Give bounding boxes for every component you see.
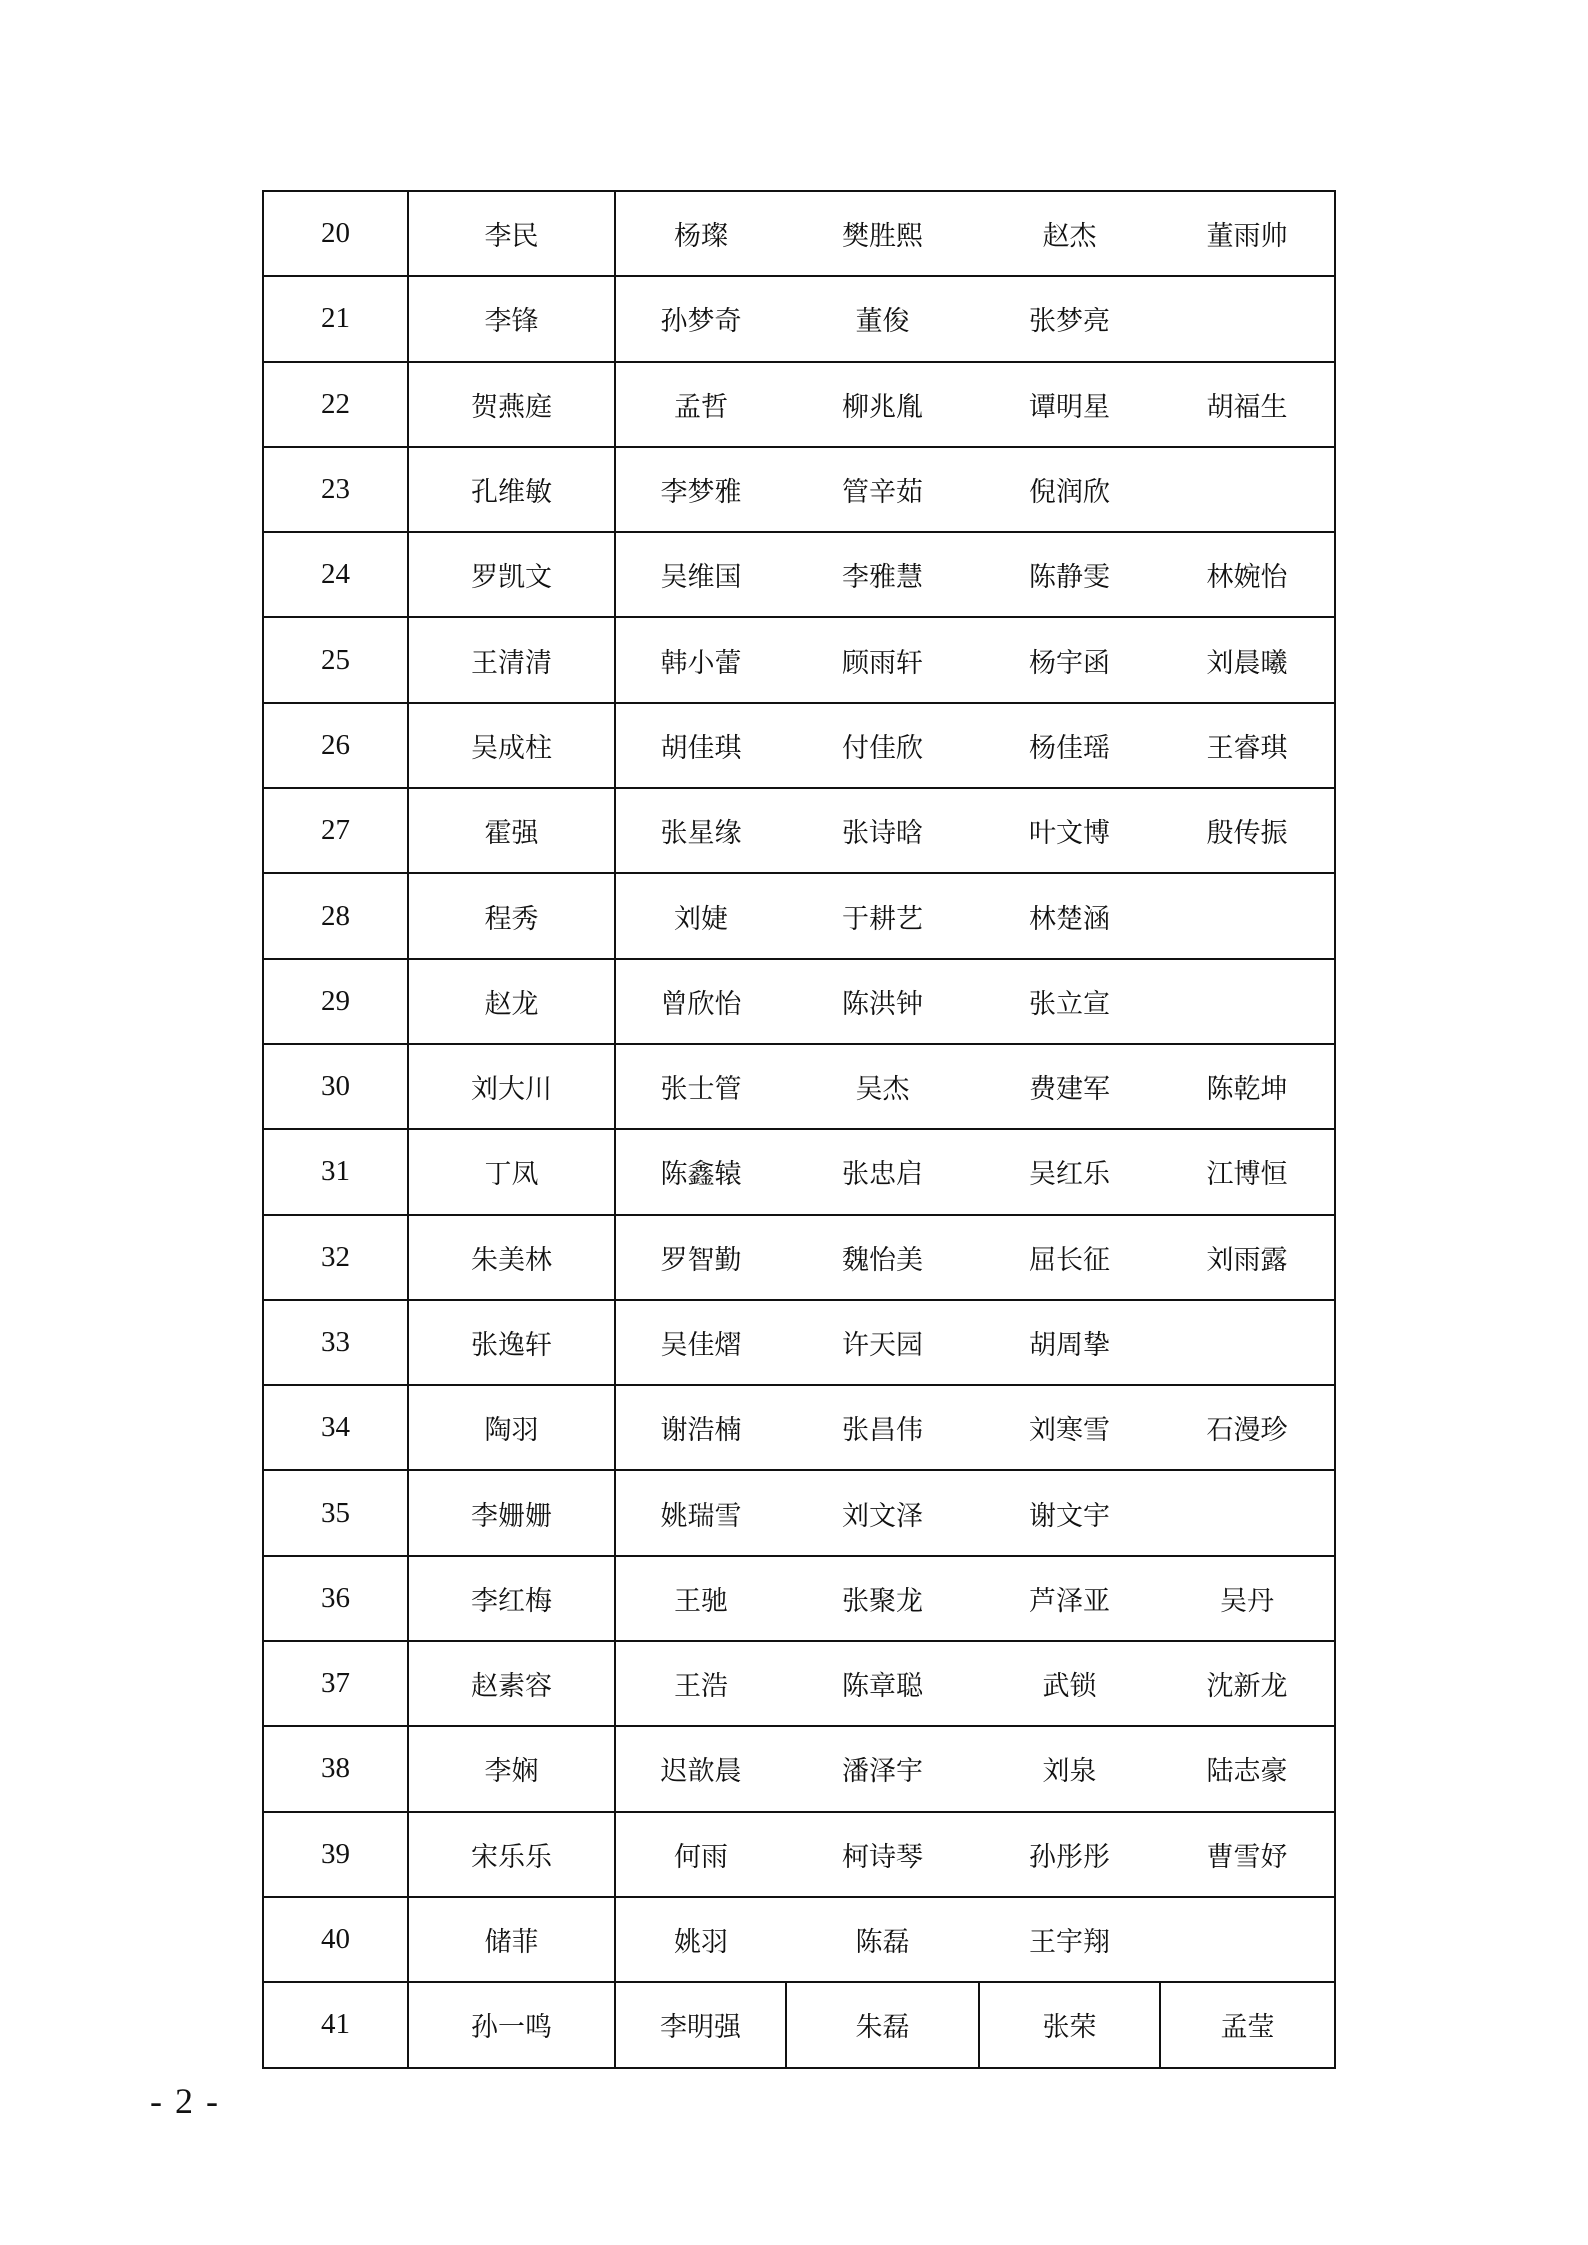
member-name-cell: 张立宣 [979, 959, 1160, 1044]
member-name-cell: 陈章聪 [786, 1641, 979, 1726]
leader-name-cell: 李锋 [408, 276, 615, 361]
member-name-cell: 胡福生 [1160, 362, 1335, 447]
member-name-cell: 孙梦奇 [615, 276, 786, 361]
leader-name-cell: 储菲 [408, 1897, 615, 1982]
group-number-cell: 37 [263, 1641, 408, 1726]
table-row [263, 873, 1335, 958]
member-name-cell: 朱磊 [786, 1982, 979, 2067]
member-name-cell: 王浩 [615, 1641, 786, 1726]
member-name-cell: 管辛茹 [786, 447, 979, 532]
group-number-cell: 41 [263, 1982, 408, 2067]
roster-body [263, 191, 1335, 2068]
group-number-cell: 27 [263, 788, 408, 873]
member-name-cell: 陈磊 [786, 1897, 979, 1982]
table-row [263, 362, 1335, 447]
table-row [263, 959, 1335, 1044]
member-name-cell: 倪润欣 [979, 447, 1160, 532]
member-name-cell: 李梦雅 [615, 447, 786, 532]
member-name-cell: 何雨 [615, 1812, 786, 1897]
member-name-cell: 付佳欣 [786, 703, 979, 788]
member-name-cell: 屈长征 [979, 1215, 1160, 1300]
leader-name-cell: 李娴 [408, 1726, 615, 1811]
member-name-cell: 王宇翔 [979, 1897, 1160, 1982]
member-name-cell: 孙彤彤 [979, 1812, 1160, 1897]
member-name-cell: 张聚龙 [786, 1556, 979, 1641]
member-name-cell: 潘泽宇 [786, 1726, 979, 1811]
member-name-cell: 樊胜熙 [786, 191, 979, 276]
member-name-cell: 沈新龙 [1160, 1641, 1335, 1726]
member-name-cell: 张士管 [615, 1044, 786, 1129]
table-row [263, 1556, 1335, 1641]
group-number-cell: 39 [263, 1812, 408, 1897]
member-name-cell: 刘泉 [979, 1726, 1160, 1811]
member-name-cell: 许天园 [786, 1300, 979, 1385]
leader-name-cell: 王清清 [408, 617, 615, 702]
group-number-cell: 34 [263, 1385, 408, 1470]
member-name-cell: 刘雨露 [1160, 1215, 1335, 1300]
member-name-cell: 迟歆晨 [615, 1726, 786, 1811]
leader-name-cell: 霍强 [408, 788, 615, 873]
table-row [263, 1726, 1335, 1811]
member-name-cell [1160, 1470, 1335, 1555]
member-name-cell: 张荣 [979, 1982, 1160, 2067]
group-number-cell: 24 [263, 532, 408, 617]
leader-name-cell: 罗凯文 [408, 532, 615, 617]
member-name-cell: 王睿琪 [1160, 703, 1335, 788]
group-number-cell: 25 [263, 617, 408, 702]
member-name-cell: 刘婕 [615, 873, 786, 958]
leader-name-cell: 孔维敏 [408, 447, 615, 532]
member-name-cell: 李明强 [615, 1982, 786, 2067]
leader-name-cell: 李民 [408, 191, 615, 276]
member-name-cell: 谭明星 [979, 362, 1160, 447]
table-row [263, 1385, 1335, 1470]
member-name-cell: 杨宇函 [979, 617, 1160, 702]
member-name-cell: 陈静雯 [979, 532, 1160, 617]
member-name-cell: 张忠启 [786, 1129, 979, 1214]
member-name-cell: 张梦亮 [979, 276, 1160, 361]
member-name-cell: 曾欣怡 [615, 959, 786, 1044]
member-name-cell: 吴丹 [1160, 1556, 1335, 1641]
table-row [263, 191, 1335, 276]
member-name-cell: 刘晨曦 [1160, 617, 1335, 702]
member-name-cell: 陈鑫辕 [615, 1129, 786, 1214]
member-name-cell: 武锁 [979, 1641, 1160, 1726]
member-name-cell: 芦泽亚 [979, 1556, 1160, 1641]
group-number-cell: 35 [263, 1470, 408, 1555]
member-name-cell: 董雨帅 [1160, 191, 1335, 276]
member-name-cell [1160, 1300, 1335, 1385]
member-name-cell: 吴红乐 [979, 1129, 1160, 1214]
leader-name-cell: 张逸轩 [408, 1300, 615, 1385]
member-name-cell: 赵杰 [979, 191, 1160, 276]
member-name-cell: 林婉怡 [1160, 532, 1335, 617]
member-name-cell: 张星缘 [615, 788, 786, 873]
group-number-cell: 33 [263, 1300, 408, 1385]
member-name-cell [1160, 1897, 1335, 1982]
leader-name-cell: 贺燕庭 [408, 362, 615, 447]
member-name-cell: 姚瑞雪 [615, 1470, 786, 1555]
table-row [263, 1044, 1335, 1129]
member-name-cell: 杨璨 [615, 191, 786, 276]
table-row [263, 1300, 1335, 1385]
member-name-cell: 曹雪妤 [1160, 1812, 1335, 1897]
member-name-cell: 吴杰 [786, 1044, 979, 1129]
member-name-cell: 殷传振 [1160, 788, 1335, 873]
member-name-cell: 林楚涵 [979, 873, 1160, 958]
member-name-cell: 江博恒 [1160, 1129, 1335, 1214]
group-number-cell: 21 [263, 276, 408, 361]
group-number-cell: 30 [263, 1044, 408, 1129]
member-name-cell: 谢文宇 [979, 1470, 1160, 1555]
leader-name-cell: 程秀 [408, 873, 615, 958]
table-row [263, 1470, 1335, 1555]
table-row [263, 447, 1335, 532]
member-name-cell: 陆志豪 [1160, 1726, 1335, 1811]
member-name-cell: 吴佳熠 [615, 1300, 786, 1385]
member-name-cell: 魏怡美 [786, 1215, 979, 1300]
member-name-cell [1160, 447, 1335, 532]
table-row [263, 788, 1335, 873]
leader-name-cell: 宋乐乐 [408, 1812, 615, 1897]
leader-name-cell: 丁凤 [408, 1129, 615, 1214]
member-name-cell: 罗智勤 [615, 1215, 786, 1300]
member-name-cell: 胡周挚 [979, 1300, 1160, 1385]
member-name-cell: 陈洪钟 [786, 959, 979, 1044]
member-name-cell: 柳兆胤 [786, 362, 979, 447]
table-row [263, 1812, 1335, 1897]
member-name-cell: 姚羽 [615, 1897, 786, 1982]
leader-name-cell: 赵龙 [408, 959, 615, 1044]
member-name-cell: 刘文泽 [786, 1470, 979, 1555]
member-name-cell: 谢浩楠 [615, 1385, 786, 1470]
group-number-cell: 31 [263, 1129, 408, 1214]
member-name-cell: 顾雨轩 [786, 617, 979, 702]
table-row [263, 1897, 1335, 1982]
member-name-cell: 孟莹 [1160, 1982, 1335, 2067]
member-name-cell [1160, 873, 1335, 958]
member-name-cell: 费建军 [979, 1044, 1160, 1129]
member-name-cell: 张昌伟 [786, 1385, 979, 1470]
member-name-cell: 石漫珍 [1160, 1385, 1335, 1470]
member-name-cell [1160, 276, 1335, 361]
table-row [263, 276, 1335, 361]
member-name-cell: 孟哲 [615, 362, 786, 447]
group-number-cell: 38 [263, 1726, 408, 1811]
group-number-cell: 22 [263, 362, 408, 447]
group-number-cell: 28 [263, 873, 408, 958]
leader-name-cell: 陶羽 [408, 1385, 615, 1470]
roster-table [262, 190, 1336, 2069]
member-name-cell: 董俊 [786, 276, 979, 361]
member-name-cell: 柯诗琴 [786, 1812, 979, 1897]
group-number-cell: 29 [263, 959, 408, 1044]
group-number-cell: 36 [263, 1556, 408, 1641]
table-row [263, 1641, 1335, 1726]
group-number-cell: 40 [263, 1897, 408, 1982]
member-name-cell: 刘寒雪 [979, 1385, 1160, 1470]
group-number-cell: 20 [263, 191, 408, 276]
member-name-cell: 胡佳琪 [615, 703, 786, 788]
member-name-cell: 张诗晗 [786, 788, 979, 873]
leader-name-cell: 刘大川 [408, 1044, 615, 1129]
member-name-cell: 韩小蕾 [615, 617, 786, 702]
table-row [263, 532, 1335, 617]
table-row [263, 617, 1335, 702]
group-number-cell: 26 [263, 703, 408, 788]
member-name-cell: 于耕艺 [786, 873, 979, 958]
leader-name-cell: 李红梅 [408, 1556, 615, 1641]
group-number-cell: 32 [263, 1215, 408, 1300]
member-name-cell: 李雅慧 [786, 532, 979, 617]
table-row [263, 1982, 1335, 2067]
member-name-cell: 陈乾坤 [1160, 1044, 1335, 1129]
page-number: - 2 - [150, 2081, 220, 2121]
leader-name-cell: 李姗姗 [408, 1470, 615, 1555]
group-number-cell: 23 [263, 447, 408, 532]
leader-name-cell: 朱美林 [408, 1215, 615, 1300]
leader-name-cell: 吴成柱 [408, 703, 615, 788]
member-name-cell: 王驰 [615, 1556, 786, 1641]
table-row [263, 1129, 1335, 1214]
member-name-cell: 吴维国 [615, 532, 786, 617]
leader-name-cell: 赵素容 [408, 1641, 615, 1726]
table-row [263, 1215, 1335, 1300]
leader-name-cell: 孙一鸣 [408, 1982, 615, 2067]
member-name-cell [1160, 959, 1335, 1044]
member-name-cell: 叶文博 [979, 788, 1160, 873]
table-row [263, 703, 1335, 788]
member-name-cell: 杨佳瑶 [979, 703, 1160, 788]
